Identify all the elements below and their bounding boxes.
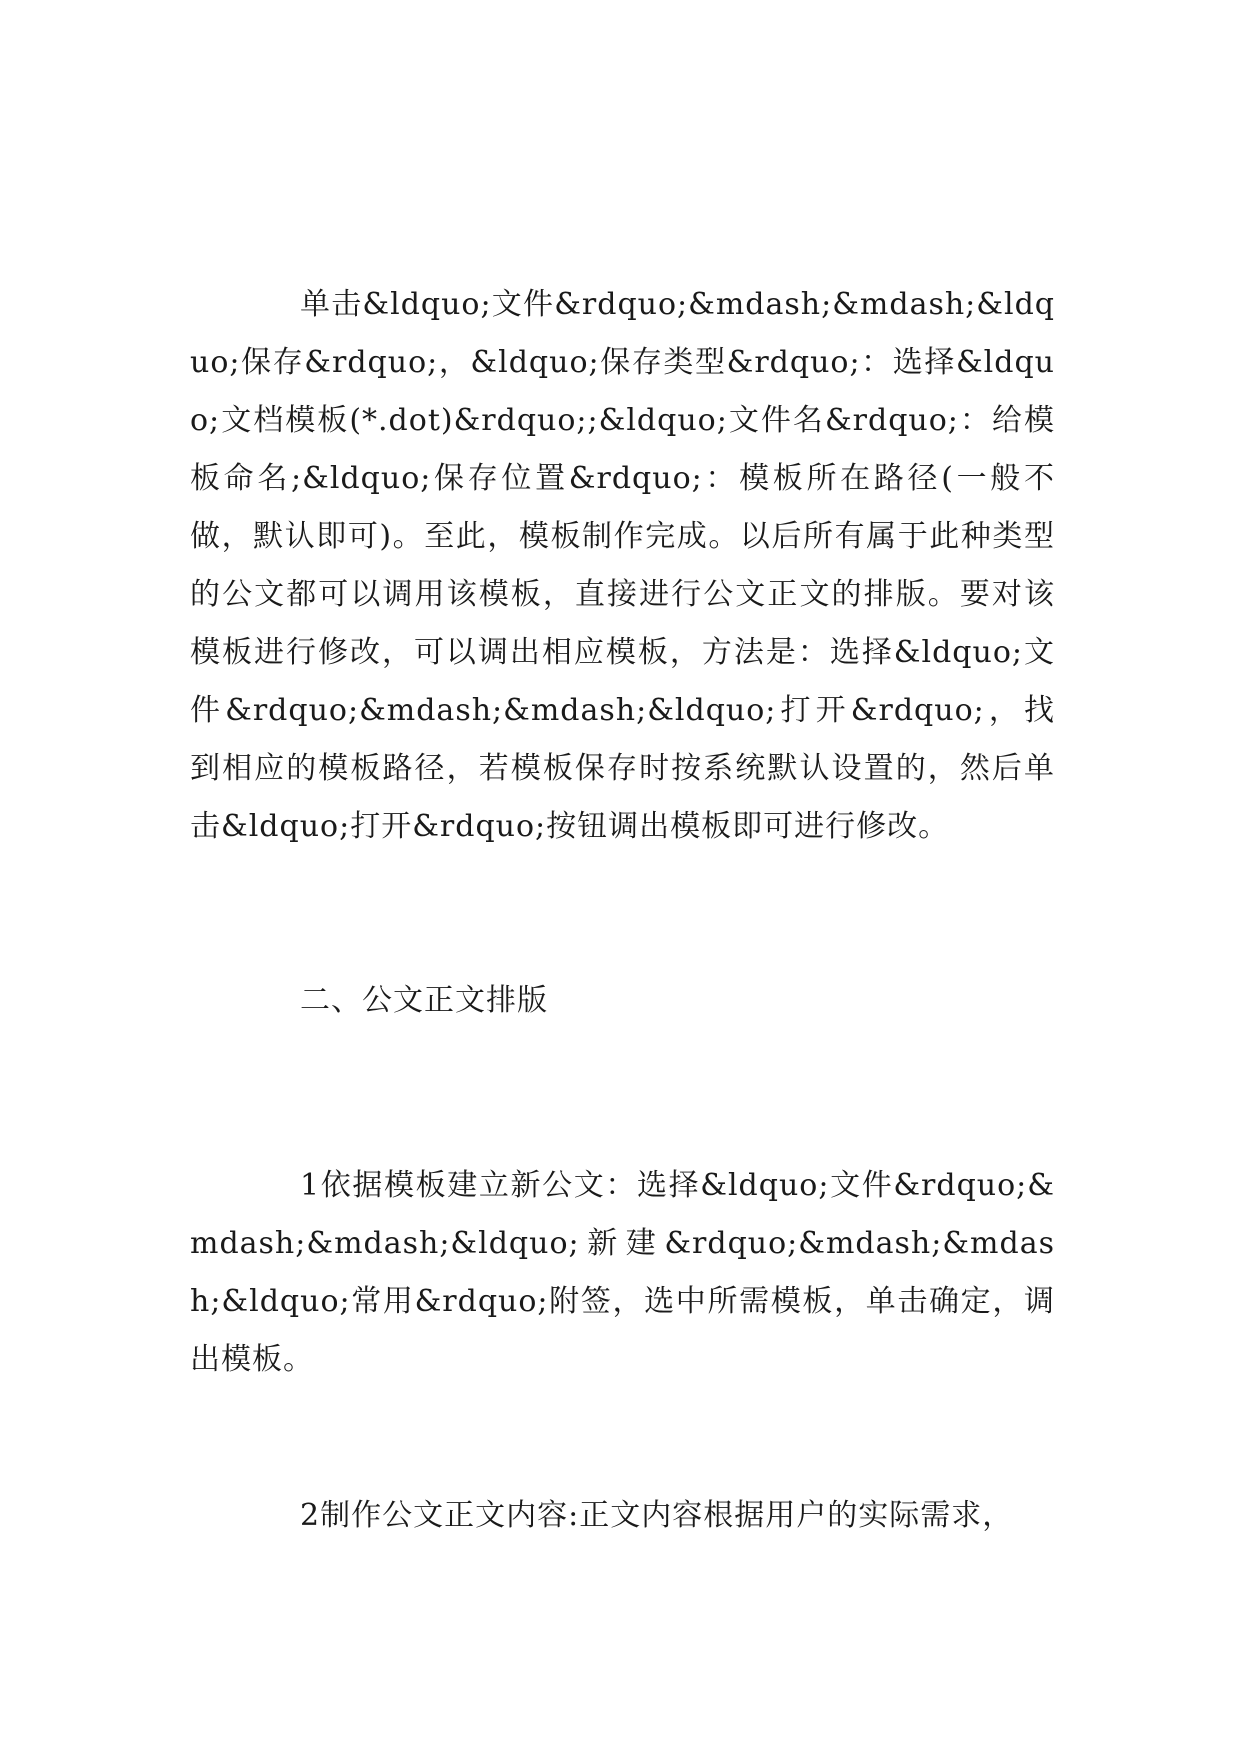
body-paragraph-template-save: 单击&ldquo;文件&rdquo;&mdash;&mdash;&ldquo;保存&rdquo;，&ldquo;保存类型&rdquo;：选择&ldquo;文档模板(*.dot)&rdquo;;&ldquo;文件名&rdquo;：给模板命名;&ldquo;保存位置&rdquo;：模板所在路径(一般不做，默认即可)。至此，模板制作完成。以后所有属于此种类型的公文都可以调用该模板，直接进行公文正文的排版。要对该模板进行修改，可以调出相应模板，方法是：选择&ldquo;文件&rdquo;&mdash;&mdash;&ldquo;打开&rdquo;，找到相应的模板路径，若模板保存时按系统默认设置的，然后单击&ldquo;打开&rdquo;按钮调出模板即可进行修改。 bbox=[190, 287, 1055, 844]
section-heading-layout: 二、公文正文排版 bbox=[300, 983, 548, 1018]
body-paragraph-body-content: 2制作公文正文内容:正文内容根据用户的实际需求， bbox=[300, 1498, 1014, 1533]
body-paragraph-new-document: 1依据模板建立新公文：选择&ldquo;文件&rdquo;&mdash;&mdash;&ldquo;新建&rdquo;&mdash;&mdash;&ldquo;常用&rdquo;附签，选中所需模板，单击确定，调出模板。 bbox=[190, 1168, 1055, 1377]
